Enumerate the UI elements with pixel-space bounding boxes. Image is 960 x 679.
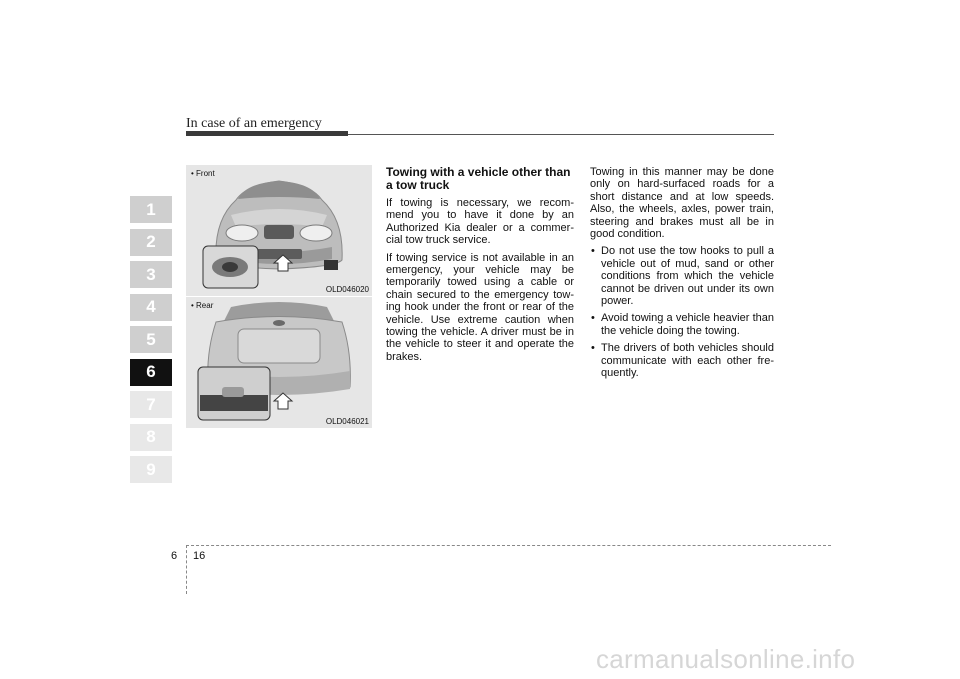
- rear-car-illustration: [186, 297, 372, 428]
- section-title: Towing with a vehicle other than a tow truck: [386, 165, 571, 192]
- header-bar: [186, 131, 348, 136]
- front-car-illustration: [186, 165, 372, 296]
- chapter-tab-2[interactable]: 2: [130, 229, 172, 256]
- rear-figure-label: • Rear: [191, 301, 214, 310]
- rear-tow-hook-figure: [186, 296, 372, 428]
- footer-page-number: 16: [193, 550, 206, 562]
- chapter-tab-5[interactable]: 5: [130, 326, 172, 353]
- front-tow-hook-figure: [186, 165, 372, 296]
- bullet-item: • The drivers of both vehicles should communicate with each other fre-quently.: [590, 342, 774, 379]
- chapter-header-title: In case of an emergency: [186, 116, 322, 131]
- chapter-tab-3[interactable]: 3: [130, 261, 172, 288]
- chapter-tab-7[interactable]: 7: [130, 391, 172, 418]
- bullet-item: • Do not use the tow hooks to pull a vehicle out of mud, sand or other conditions from which the vehicle cannot be driven out under its own power.: [590, 245, 774, 307]
- chapter-tabs: [130, 196, 172, 489]
- chapter-tab-1[interactable]: 1: [130, 196, 172, 223]
- header-rule: [348, 134, 774, 135]
- footer-chapter-number: 6: [171, 550, 178, 562]
- footer-divider: [186, 545, 187, 594]
- front-figure-label: • Front: [191, 169, 215, 178]
- body-paragraph: If towing service is not available in an emergency, your vehicle may be temporarily towed using a cable or chain secured to the emergency tow-ing hook under the front or rear of the vehicle. Use extreme caution when towing the vehicle. A driver must be in the vehicle to steer it and operate the brakes.: [386, 251, 574, 363]
- watermark-text: carmanualsonline.info: [596, 644, 856, 674]
- chapter-tab-6[interactable]: 6: [130, 359, 172, 386]
- bullet-list: [590, 245, 774, 379]
- chapter-tab-9[interactable]: 9: [130, 456, 172, 483]
- text-column-left: [386, 166, 574, 368]
- body-paragraph: Towing in this manner may be done only on hard-surfaced roads for a short distance and at low speeds. Also, the wheels, axles, power train, steering and brakes must all be in good condition.: [590, 166, 774, 241]
- body-paragraph: If towing is necessary, we recom-mend you to have it done by an Authorized Kia dealer or a commer-cial tow truck service.: [386, 197, 574, 247]
- bullet-item: • Avoid towing a vehicle heavier than the vehicle doing the towing.: [590, 312, 774, 337]
- front-figure-code: OLD046020: [325, 285, 369, 294]
- chapter-tab-4[interactable]: 4: [130, 294, 172, 321]
- footer-rule: [186, 545, 831, 546]
- chapter-tab-8[interactable]: 8: [130, 424, 172, 451]
- rear-figure-code: OLD046021: [325, 417, 369, 426]
- text-column-right: [590, 166, 774, 385]
